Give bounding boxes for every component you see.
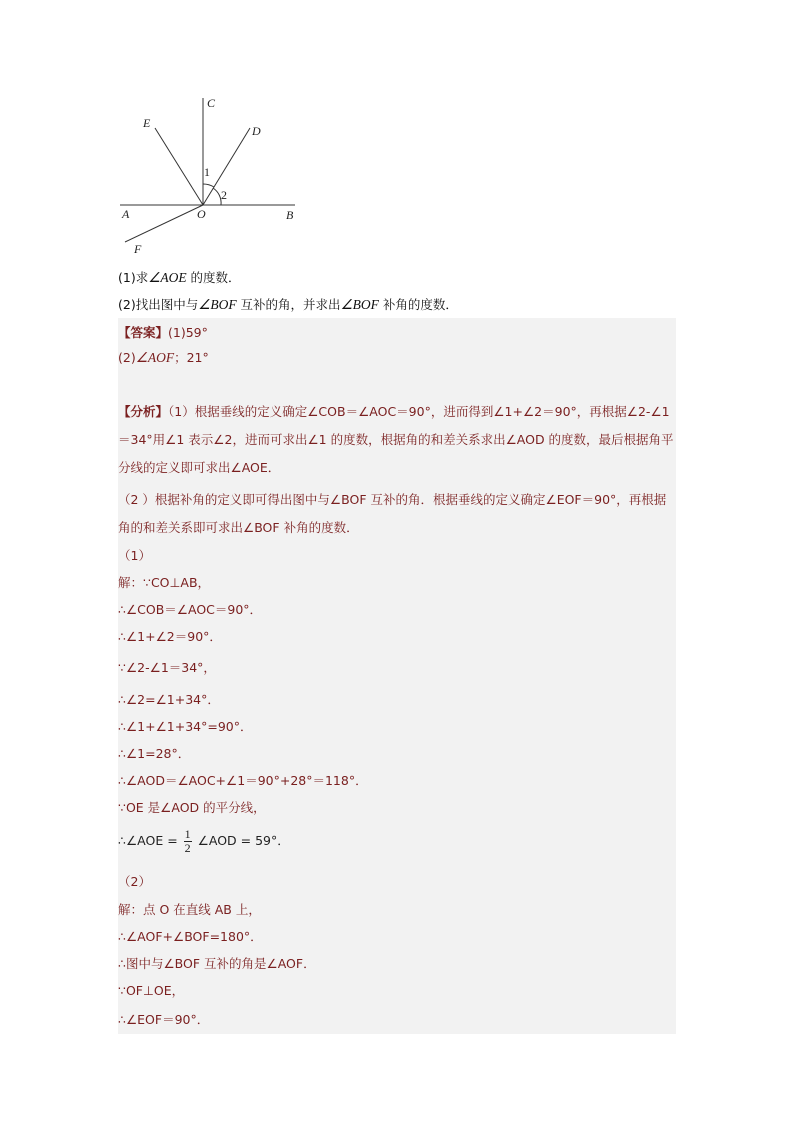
analysis-tag: 【分析】 xyxy=(118,404,169,419)
solution-1-line-7: ∴∠1=28°． xyxy=(118,746,191,761)
solution-1-line-9: ∵OE 是∠AOD 的平分线， xyxy=(118,800,266,815)
question-1-math: ∠AOE xyxy=(148,270,187,285)
analysis-paragraph-1 xyxy=(118,398,676,482)
answer-2-suffix: ；21° xyxy=(174,350,209,365)
solution-1-line-3: ∴∠1+∠2＝90°． xyxy=(118,629,222,644)
answer-tag: 【答案】 xyxy=(118,325,169,340)
solution-1-line-8: ∴∠AOD＝∠AOC+∠1＝90°+28°＝118°． xyxy=(118,773,368,788)
formula-suffix: ∠AOD = 59°． xyxy=(197,833,290,848)
solution-1-line-6: ∴∠1+∠1+34°=90°． xyxy=(118,719,253,734)
geometry-diagram xyxy=(115,90,305,260)
solution-1-head: （1） xyxy=(118,548,151,563)
angle-2-arc xyxy=(213,188,221,205)
solution-2-line-4: ∵OF⊥OE， xyxy=(118,983,185,998)
answer-2-prefix: (2) xyxy=(118,350,136,365)
label-e: E xyxy=(143,116,151,130)
solution-2-head: （2） xyxy=(118,874,151,889)
solution-1-line-5: ∴∠2=∠1+34°． xyxy=(118,692,220,707)
question-2-suffix: 补角的度数． xyxy=(378,297,458,312)
answer-line-2 xyxy=(118,348,209,366)
solution-1-line-1: 解：∵CO⊥AB， xyxy=(118,575,211,590)
solution-2-line-5: ∴∠EOF＝90°． xyxy=(118,1012,210,1027)
question-1-suffix: 的度数． xyxy=(186,270,241,285)
question-1-text: (1)求 xyxy=(118,270,149,285)
formula-prefix: ∴∠AOE = xyxy=(118,833,178,848)
label-c: C xyxy=(207,96,216,110)
question-2-mid: 互补的角，并求出 xyxy=(236,297,341,312)
angle-1-arc xyxy=(203,184,214,187)
label-o: O xyxy=(197,207,206,221)
question-2-text: (2)找出图中与 xyxy=(118,297,199,312)
fraction-denominator: 2 xyxy=(184,841,191,855)
question-2-math-2: ∠BOF xyxy=(340,297,379,312)
solution-2-line-2: ∴∠AOF+∠BOF=180°． xyxy=(118,929,263,944)
question-2-math-1: ∠BOF xyxy=(198,297,237,312)
solution-2-line-1: 解：点 O 在直线 AB 上， xyxy=(118,902,261,917)
fraction-numerator: 1 xyxy=(184,827,191,841)
ray-oe xyxy=(155,128,203,205)
answer-2-math: ∠AOF xyxy=(135,350,175,365)
label-a: A xyxy=(122,207,130,221)
solution-1-line-2: ∴∠COB＝∠AOC＝90°． xyxy=(118,602,263,617)
solution-1-line-10 xyxy=(118,828,290,855)
label-angle-1: 1 xyxy=(204,165,210,179)
solution-2-line-3: ∴图中与∠BOF 互补的角是∠AOF． xyxy=(118,956,316,971)
solution-1-line-4: ∵∠2-∠1＝34°， xyxy=(118,660,216,675)
answer-line-1 xyxy=(118,323,208,341)
analysis-text-1: （1）根据垂线的定义确定∠COB＝∠AOC＝90°，进而得到∠1+∠2＝90°，再根据∠2-∠1＝34°用∠1 表示∠2，进而可求出∠1 的度数，根据角的和差关系求出∠AOD 的度数，最后根据角平分线的定义即可求出∠AOE． xyxy=(118,404,674,475)
answer-1: (1)59° xyxy=(168,325,208,340)
label-b: B xyxy=(286,208,294,222)
analysis-paragraph-2 xyxy=(118,486,676,542)
analysis-text-2: （2 ）根据补角的定义即可得出图中与∠BOF 互补的角．根据垂线的定义确定∠EOF＝90°，再根据角的和差关系即可求出∠BOF 补角的度数． xyxy=(118,492,667,535)
ray-of xyxy=(125,205,203,242)
question-1 xyxy=(118,268,241,286)
question-2 xyxy=(118,295,458,313)
label-f: F xyxy=(134,242,142,256)
label-d: D xyxy=(252,124,261,138)
label-angle-2: 2 xyxy=(221,188,227,202)
fraction-half xyxy=(184,828,192,855)
